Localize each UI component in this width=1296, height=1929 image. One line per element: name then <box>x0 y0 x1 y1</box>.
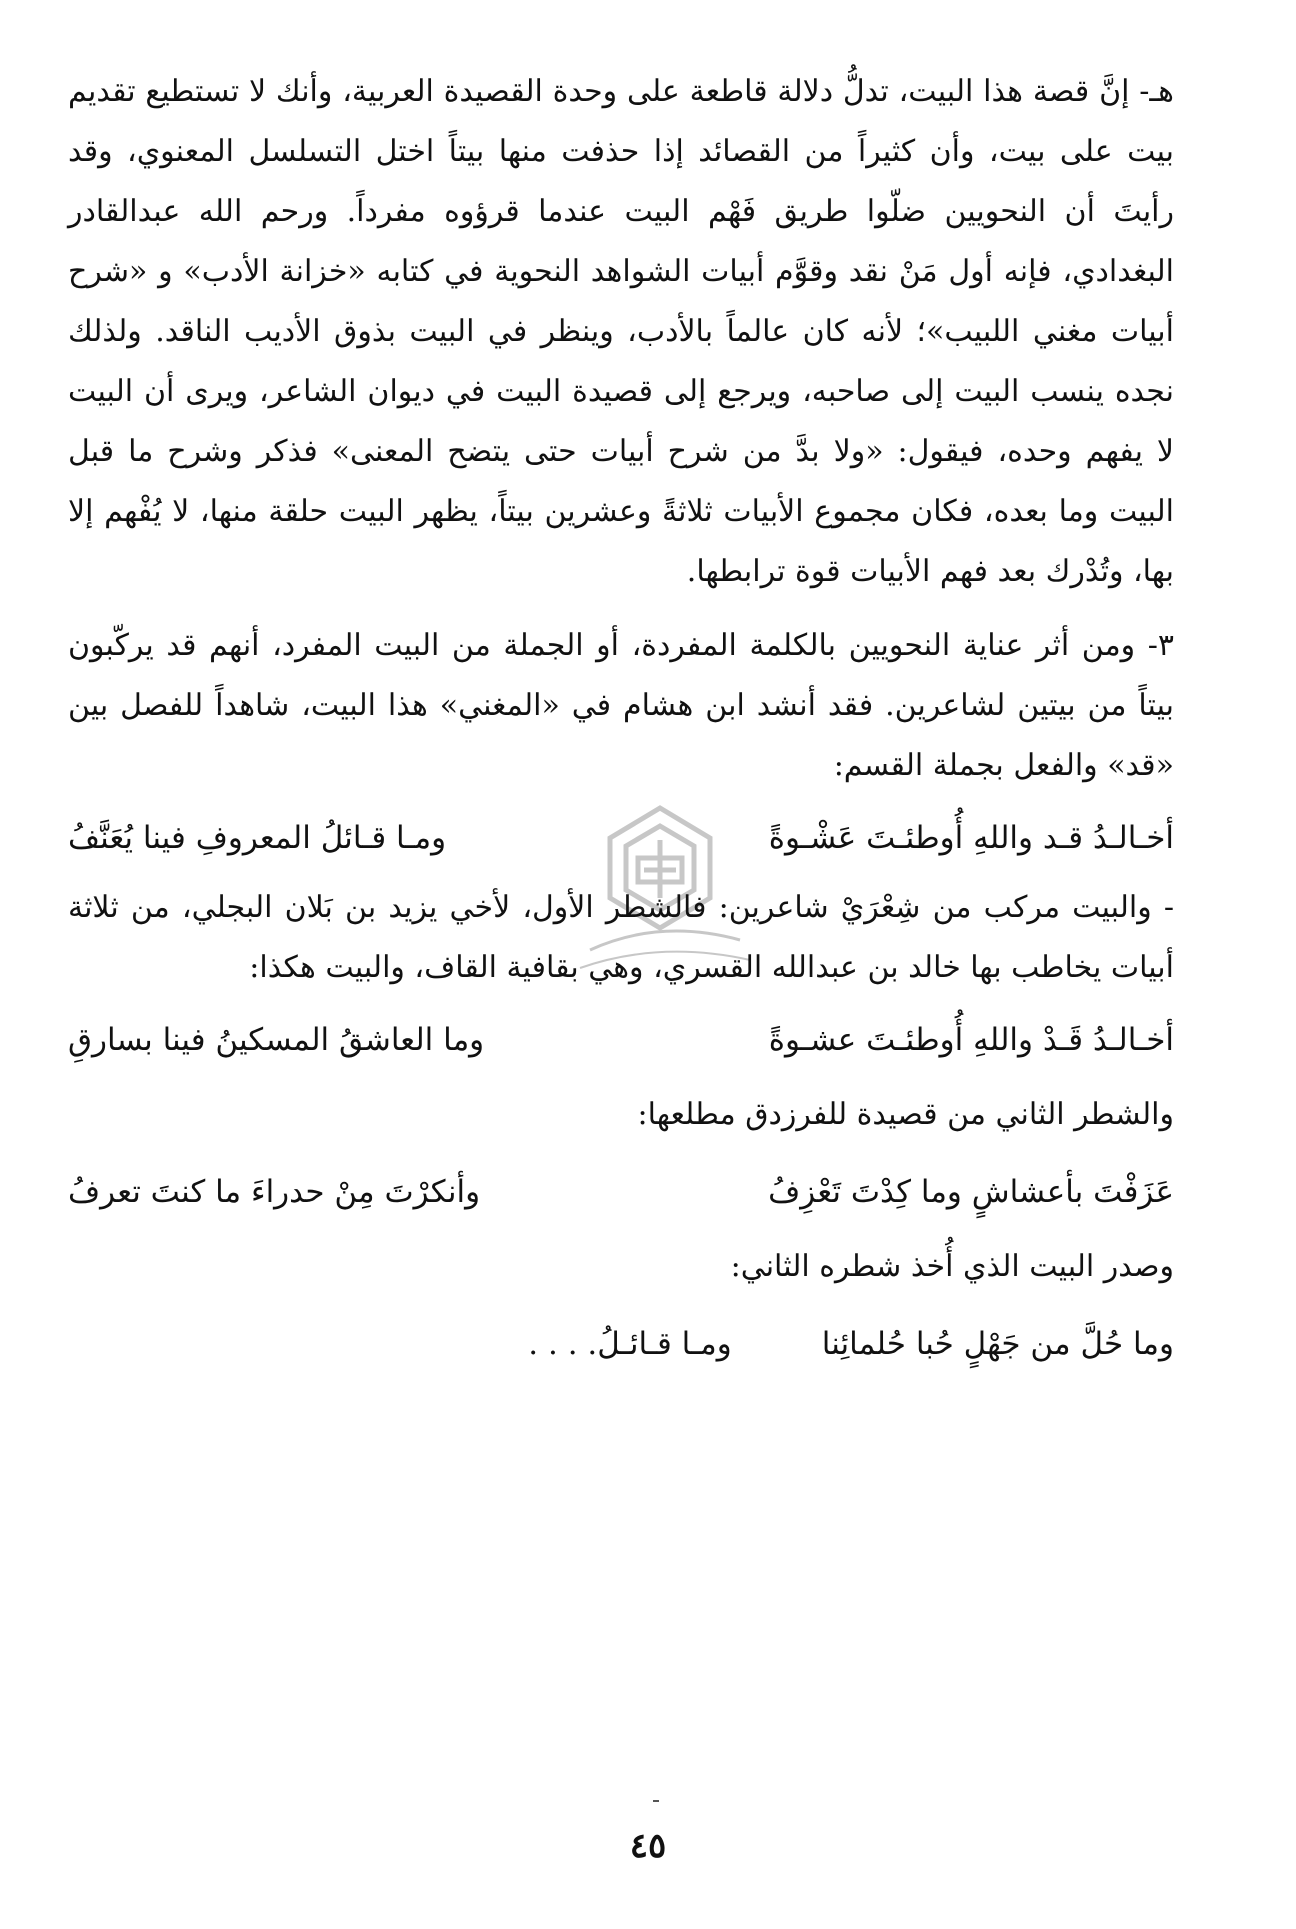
verse-2-second-hemistich: وما العاشقُ المسكينُ فينا بسارقِ <box>68 1022 485 1058</box>
verse-line-3 <box>68 1156 1174 1228</box>
page-content <box>68 62 1174 1384</box>
verse-1-second-hemistich: ومـا قـائلُ المعروفِ فينا يُعَنَّفُ <box>68 820 447 856</box>
verse-3-second-hemistich: وأنكرْتَ مِنْ حدراءَ ما كنتَ تعرفُ <box>68 1174 481 1210</box>
paragraph-verse-beginning-intro: وصدر البيت الذي أُخذ شطره الثاني: <box>730 1249 1174 1284</box>
page-number: ٤٥ <box>629 1826 667 1866</box>
paragraph-compound-verses: ٣- ومن أثر عناية النحويين بالكلمة المفردة، أو الجملة من البيت المفرد، أنهم قد يركّبون بيتاً من بيتين لشاعرين. فقد أنشد ابن هشام في «المغني» هذا البيت، شاهداً للفصل بين «قد» والفعل بجملة القسم: <box>68 628 1174 783</box>
verse-4-first-hemistich: وما حُلَّ من جَهْلٍ حُبا حُلمائِنا <box>821 1326 1174 1362</box>
paragraph-verse-origin: - والبيت مركب من شِعْرَيْ شاعرين: فالشطر الأول، لأخي يزيد بن بَلان البجلي، من ثلاثة أبيات يخاطب بها خالد بن عبدالله القسري، وهي بقافية القاف، والبيت هكذا: <box>68 890 1174 985</box>
paragraph-critique: هـ- إنَّ قصة هذا البيت، تدلُّ دلالة قاطعة على وحدة القصيدة العربية، وأنك لا تستطيع تقديم بيت على بيت، وأن كثيراً من القصائد إذا حذفت منها بيتاً اختل التسلسل المعنوي، وقد رأيتَ أن النحويين ضلّوا طريق فَهْم البيت عندما قرؤوه مفرداً. ورحم الله عبدالقادر البغدادي، فإنه أول مَنْ نقد وقوَّم أبيات الشواهد النحوية في كتابه «خزانة الأدب» و «شرح أبيات مغني اللبيب»؛ لأنه كان عالماً بالأدب، وينظر في البيت بذوق الأديب الناقد. ولذلك نجده ينسب البيت إلى صاحبه، ويرجع إلى قصيدة البيت في ديوان الشاعر، ويرى أن البيت لا يفهم وحده، فيقول: «ولا بدَّ من شرح أبيات حتى يتضح المعنى» فذكر وشرح ما قبل البيت وما بعده، فكان مجموع الأبيات ثلاثةً وعشرين بيتاً، يظهر البيت حلقة منها، لا يُفْهم إلا بها، وتُدْرك بعد فهم الأبيات قوة ترابطها. <box>68 74 1174 589</box>
verse-line-4 <box>68 1308 1174 1380</box>
footer-divider <box>653 1800 659 1802</box>
verse-4-second-hemistich: ومـا قـائـلُ. . . . <box>528 1326 732 1362</box>
verse-1-first-hemistich: أخـالـدُ قـد واللهِ أُوطئـتَ عَشْـوةً <box>768 820 1174 856</box>
verse-line-2 <box>68 1004 1174 1076</box>
verse-line-1 <box>68 802 1174 874</box>
verse-2-first-hemistich: أخـالـدُ قَـدْ واللهِ أُوطئـتَ عشـوةً <box>768 1022 1174 1058</box>
paragraph-farazdaq-intro: والشطر الثاني من قصيدة للفرزدق مطلعها: <box>637 1097 1174 1132</box>
verse-3-first-hemistich: عَزَفْتَ بأعشاشٍ وما كِدْتَ تَعْزِفُ <box>768 1174 1174 1210</box>
